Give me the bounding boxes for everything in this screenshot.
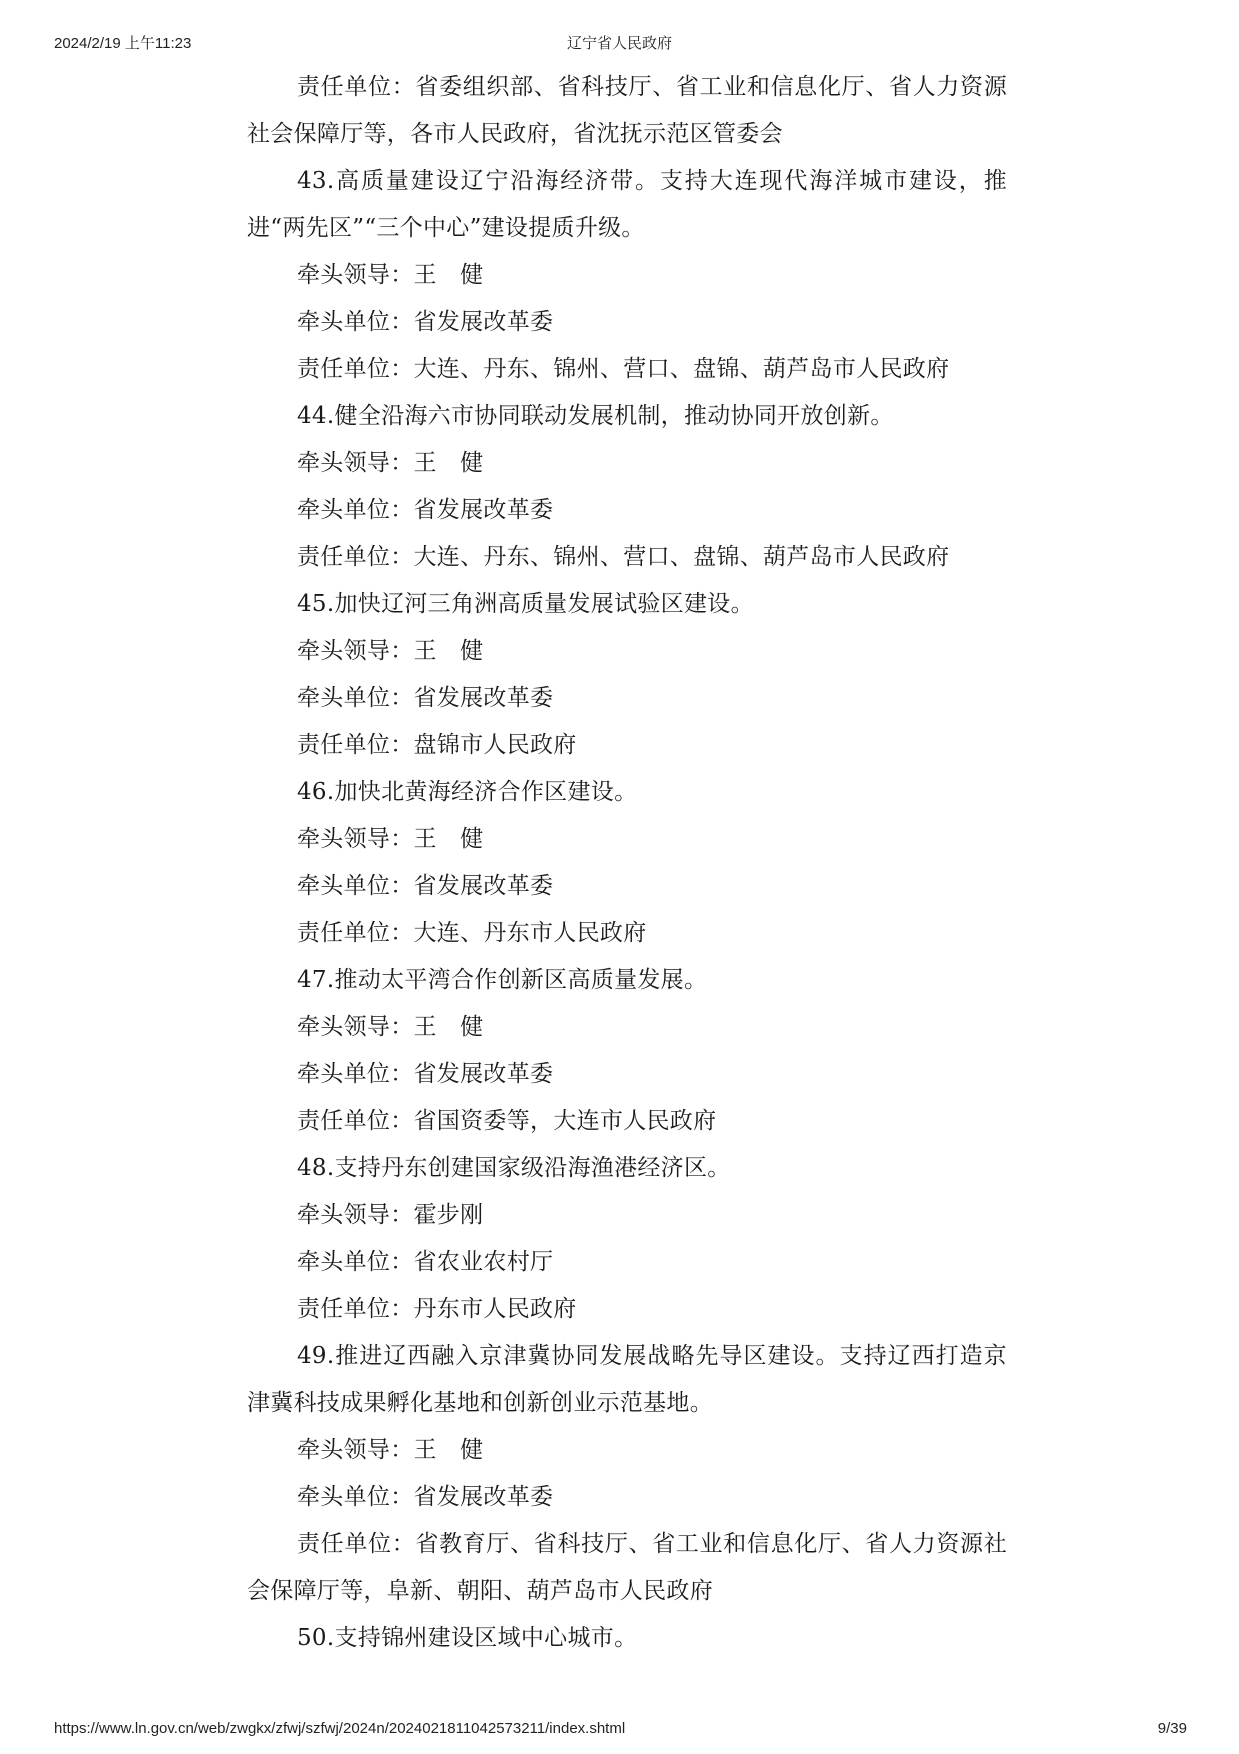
- responsible-unit: 责任单位：省国资委等，大连市人民政府: [297, 1108, 717, 1134]
- lead-leader: 牵头领导：王 健: [297, 1014, 484, 1040]
- lead-unit: 牵头单位：省发展改革委: [297, 1484, 554, 1510]
- responsible-unit: 责任单位：盘锦市人民政府: [297, 732, 577, 758]
- lead-unit: 牵头单位：省发展改革委: [297, 685, 554, 711]
- page-url: https://www.ln.gov.cn/web/zwgkx/zfwj/szfwj/2024n/2024021811042573211/index.shtml: [54, 1720, 626, 1737]
- document-body: [247, 64, 1007, 1662]
- lead-unit: 牵头单位：省发展改革委: [297, 1061, 554, 1087]
- lead-leader: 牵头领导：王 健: [297, 262, 484, 288]
- item-title: 44.健全沿海六市协同联动发展机制，推动协同开放创新。: [297, 403, 894, 429]
- site-title: 辽宁省人民政府: [566, 35, 672, 52]
- lead-leader: 牵头领导：王 健: [297, 826, 484, 852]
- item-title: 49.推进辽西融入京津冀协同发展战略先导区建设。支持辽西打造京津冀科技成果孵化基地和创新创业示范基地。: [247, 1343, 1007, 1416]
- item-title: 43.高质量建设辽宁沿海经济带。支持大连现代海洋城市建设，推进“两先区”“三个中心”建设提质升级。: [247, 168, 1007, 241]
- lead-unit: 牵头单位：省发展改革委: [297, 309, 554, 335]
- lead-leader: 牵头领导：王 健: [297, 450, 484, 476]
- item-title: 48.支持丹东创建国家级沿海渔港经济区。: [297, 1155, 731, 1181]
- responsible-unit: 责任单位：大连、丹东市人民政府: [297, 920, 647, 946]
- page-number: 9/39: [1157, 1720, 1187, 1737]
- lead-unit: 牵头单位：省发展改革委: [297, 497, 554, 523]
- lead-unit: 牵头单位：省发展改革委: [297, 873, 554, 899]
- responsible-unit: 责任单位：丹东市人民政府: [297, 1296, 577, 1322]
- item-title: 46.加快北黄海经济合作区建设。: [297, 779, 638, 805]
- item-title: 47.推动太平湾合作创新区高质量发展。: [297, 967, 708, 993]
- lead-leader: 牵头领导：王 健: [297, 638, 484, 664]
- responsible-unit: 责任单位：省教育厅、省科技厅、省工业和信息化厅、省人力资源社会保障厅等，阜新、朝阳、葫芦岛市人民政府: [247, 1531, 1007, 1604]
- lead-unit: 牵头单位：省农业农村厅: [297, 1249, 554, 1275]
- text-line: 责任单位：省委组织部、省科技厅、省工业和信息化厅、省人力资源社会保障厅等，各市人民政府，省沈抚示范区管委会: [247, 74, 1007, 147]
- print-datetime: 2024/2/19 上午11:23: [54, 35, 192, 52]
- responsible-unit: 责任单位：大连、丹东、锦州、营口、盘锦、葫芦岛市人民政府: [297, 356, 950, 382]
- item-title: 50.支持锦州建设区域中心城市。: [297, 1625, 638, 1651]
- item-title: 45.加快辽河三角洲高质量发展试验区建设。: [297, 591, 754, 617]
- lead-leader: 牵头领导：王 健: [297, 1437, 484, 1463]
- lead-leader: 牵头领导：霍步刚: [297, 1202, 484, 1228]
- responsible-unit: 责任单位：大连、丹东、锦州、营口、盘锦、葫芦岛市人民政府: [297, 544, 950, 570]
